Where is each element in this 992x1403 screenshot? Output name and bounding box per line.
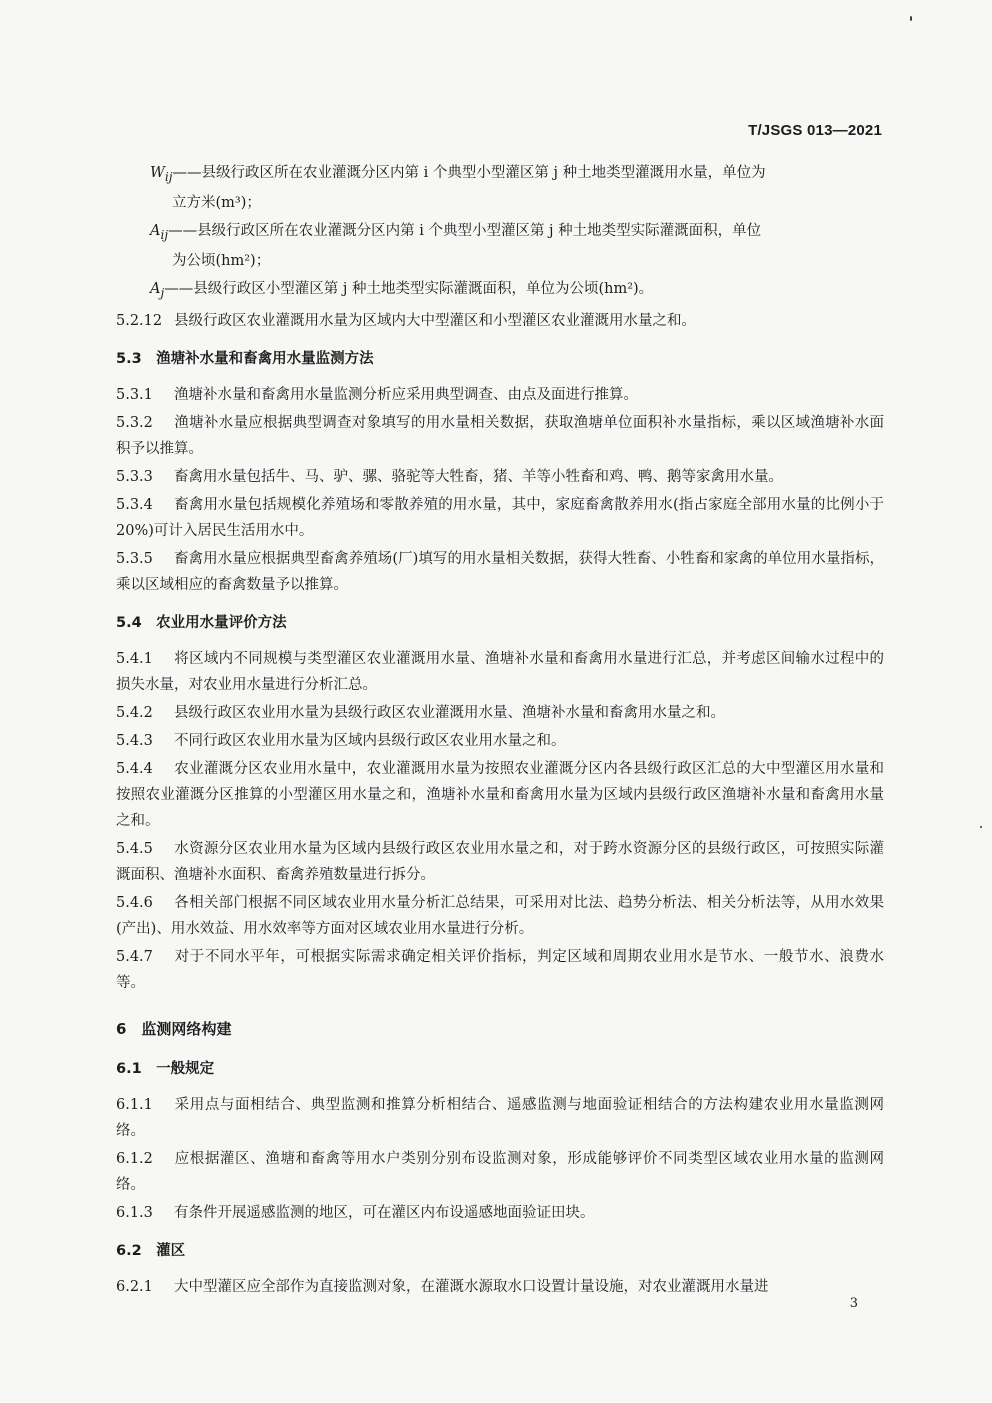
clause-text: 各相关部门根据不同区域农业用水量分析汇总结果，可采用对比法、趋势分析法、相关分析法等，从用水效果(产出)、用水效益、用水效率等方面对区域农业用水量进行分析。 [116, 894, 884, 937]
symbol-description: ——县级行政区小型灌区第 j 种土地类型实际灌溉面积，单位为公顷(hm²)。 [164, 280, 654, 297]
clause-number: 5.3.3 [116, 468, 153, 485]
clause-number: 5.4.6 [116, 894, 153, 911]
clause-text: 将区域内不同规模与类型灌区农业灌溉用水量、渔塘补水量和畜禽用水量进行汇总，并考虑区间输水过程中的损失水量，对农业用水量进行分析汇总。 [116, 650, 884, 693]
clause-text: 采用点与面相结合、典型监测和推算分析相结合、遥感监测与地面验证相结合的方法构建农业用水量监测网络。 [116, 1096, 884, 1139]
clause-5-4-4 [116, 756, 884, 834]
section-heading-6-2: 6.2 灌区 [116, 1242, 186, 1259]
clause-number: 5.2.12 [116, 312, 163, 329]
clause-text: 渔塘补水量和畜禽用水量监测分析应采用典型调查、由点及面进行推算。 [174, 386, 638, 403]
symbol: W [150, 165, 165, 181]
symbol-description: ——县级行政区所在农业灌溉分区内第 i 个典型小型灌区第 j 种土地类型实际灌溉面积，单位 [168, 222, 762, 239]
clause-text: 渔塘补水量应根据典型调查对象填写的用水量相关数据，获取渔塘单位面积补水量指标，乘以区域渔塘补水面积予以推算。 [116, 414, 884, 457]
scan-speck [910, 16, 912, 21]
clause-text: 县级行政区农业灌溉用水量为区域内大中型灌区和小型灌区农业灌溉用水量之和。 [174, 312, 696, 329]
clause-5-4-2 [116, 700, 884, 726]
clause-text: 大中型灌区应全部作为直接监测对象，在灌溉水源取水口设置计量设施，对农业灌溉用水量进 [174, 1278, 769, 1295]
clause-number: 5.3.4 [116, 496, 153, 513]
clause-5-3-2 [116, 410, 884, 462]
symbol-definition-aj [116, 276, 884, 306]
symbol: A [150, 222, 161, 239]
clause-number: 5.4.4 [116, 760, 153, 777]
clause-number: 5.4.1 [116, 650, 153, 667]
clause-text: 农业灌溉分区农业用水量中，农业灌溉用水量为按照农业灌溉分区内各县级行政区汇总的大中型灌区用水量和按照农业灌溉分区推算的小型灌区用水量之和，渔塘补水量和畜禽用水量为区域内县级行政区渔塘补水量和畜禽用水量之和。 [116, 760, 884, 829]
clause-6-1-2 [116, 1146, 884, 1198]
clause-text: 县级行政区农业用水量为县级行政区农业灌溉用水量、渔塘补水量和畜禽用水量之和。 [174, 704, 725, 721]
clause-5-3-3 [116, 464, 884, 490]
clause-text: 畜禽用水量应根据典型畜禽养殖场(厂)填写的用水量相关数据，获得大牲畜、小牲畜和家禽的单位用水量指标，乘以区域相应的畜禽数量予以推算。 [116, 550, 884, 593]
page-number: 3 [849, 1296, 858, 1311]
symbol-subscript: ij [160, 227, 169, 242]
section-heading-5-4: 5.4 农业用水量评价方法 [116, 614, 287, 631]
clause-text: 不同行政区农业用水量为区域内县级行政区农业用水量之和。 [174, 732, 566, 749]
page-body [116, 160, 884, 1302]
chapter-heading-6: 6 监测网络构建 [116, 1019, 232, 1038]
symbol-definition-wij [116, 160, 884, 216]
symbol-description-continued: 立方米(m³)； [172, 194, 261, 211]
clause-number: 5.4.2 [116, 704, 153, 721]
clause-text: 畜禽用水量包括牛、马、驴、骡、骆驼等大牲畜，猪、羊等小牲畜和鸡、鸭、鹅等家禽用水量。 [174, 468, 783, 485]
clause-5-4-7 [116, 944, 884, 996]
symbol-subscript: j [160, 285, 165, 300]
clause-number: 5.3.2 [116, 414, 153, 431]
section-heading-6-1: 6.1 一般规定 [116, 1060, 215, 1077]
clause-number: 5.4.5 [116, 840, 153, 857]
symbol-definition-aij [116, 218, 884, 274]
clause-number: 6.1.3 [116, 1204, 153, 1221]
section-heading-5-3: 5.3 渔塘补水量和畜禽用水量监测方法 [116, 350, 374, 367]
clause-5-4-6 [116, 890, 884, 942]
scan-speck [980, 826, 982, 828]
clause-5-3-5 [116, 546, 884, 598]
clause-number: 6.1.2 [116, 1150, 153, 1167]
document-code: T/JSGS 013—2021 [748, 122, 882, 139]
clause-5-4-1 [116, 646, 884, 698]
clause-5-3-1 [116, 382, 884, 408]
symbol-description: ——县级行政区所在农业灌溉分区内第 i 个典型小型灌区第 j 种土地类型灌溉用水量，单位为 [172, 165, 766, 181]
clause-text: 畜禽用水量包括规模化养殖场和零散养殖的用水量，其中，家庭畜禽散养用水(指占家庭全部用水量的比例小于20%)可计入居民生活用水中。 [116, 496, 884, 539]
symbol-description-continued: 为公顷(hm²)； [172, 252, 271, 269]
clause-text: 有条件开展遥感监测的地区，可在灌区内布设遥感地面验证田块。 [174, 1204, 595, 1221]
clause-number: 5.4.3 [116, 732, 153, 749]
clause-number: 5.3.1 [116, 386, 153, 403]
clause-text: 应根据灌区、渔塘和畜禽等用水户类别分别布设监测对象，形成能够评价不同类型区域农业用水量的监测网络。 [116, 1150, 884, 1193]
clause-text: 水资源分区农业用水量为区域内县级行政区农业用水量之和，对于跨水资源分区的县级行政区，可按照实际灌溉面积、渔塘补水面积、畜禽养殖数量进行拆分。 [116, 840, 884, 883]
clause-5-2-12 [116, 308, 884, 334]
clause-6-1-3 [116, 1200, 884, 1226]
symbol-subscript: ij [164, 169, 173, 184]
clause-number: 5.3.5 [116, 550, 153, 567]
clause-number: 5.4.7 [116, 948, 153, 965]
clause-number: 6.2.1 [116, 1278, 153, 1295]
clause-5-4-3 [116, 728, 884, 754]
clause-6-1-1 [116, 1092, 884, 1144]
clause-5-3-4 [116, 492, 884, 544]
symbol: A [150, 280, 161, 297]
clause-5-4-5 [116, 836, 884, 888]
clause-text: 对于不同水平年，可根据实际需求确定相关评价指标，判定区域和周期农业用水是节水、一般节水、浪费水等。 [116, 948, 884, 991]
clause-6-2-1 [116, 1274, 884, 1300]
clause-number: 6.1.1 [116, 1096, 153, 1113]
